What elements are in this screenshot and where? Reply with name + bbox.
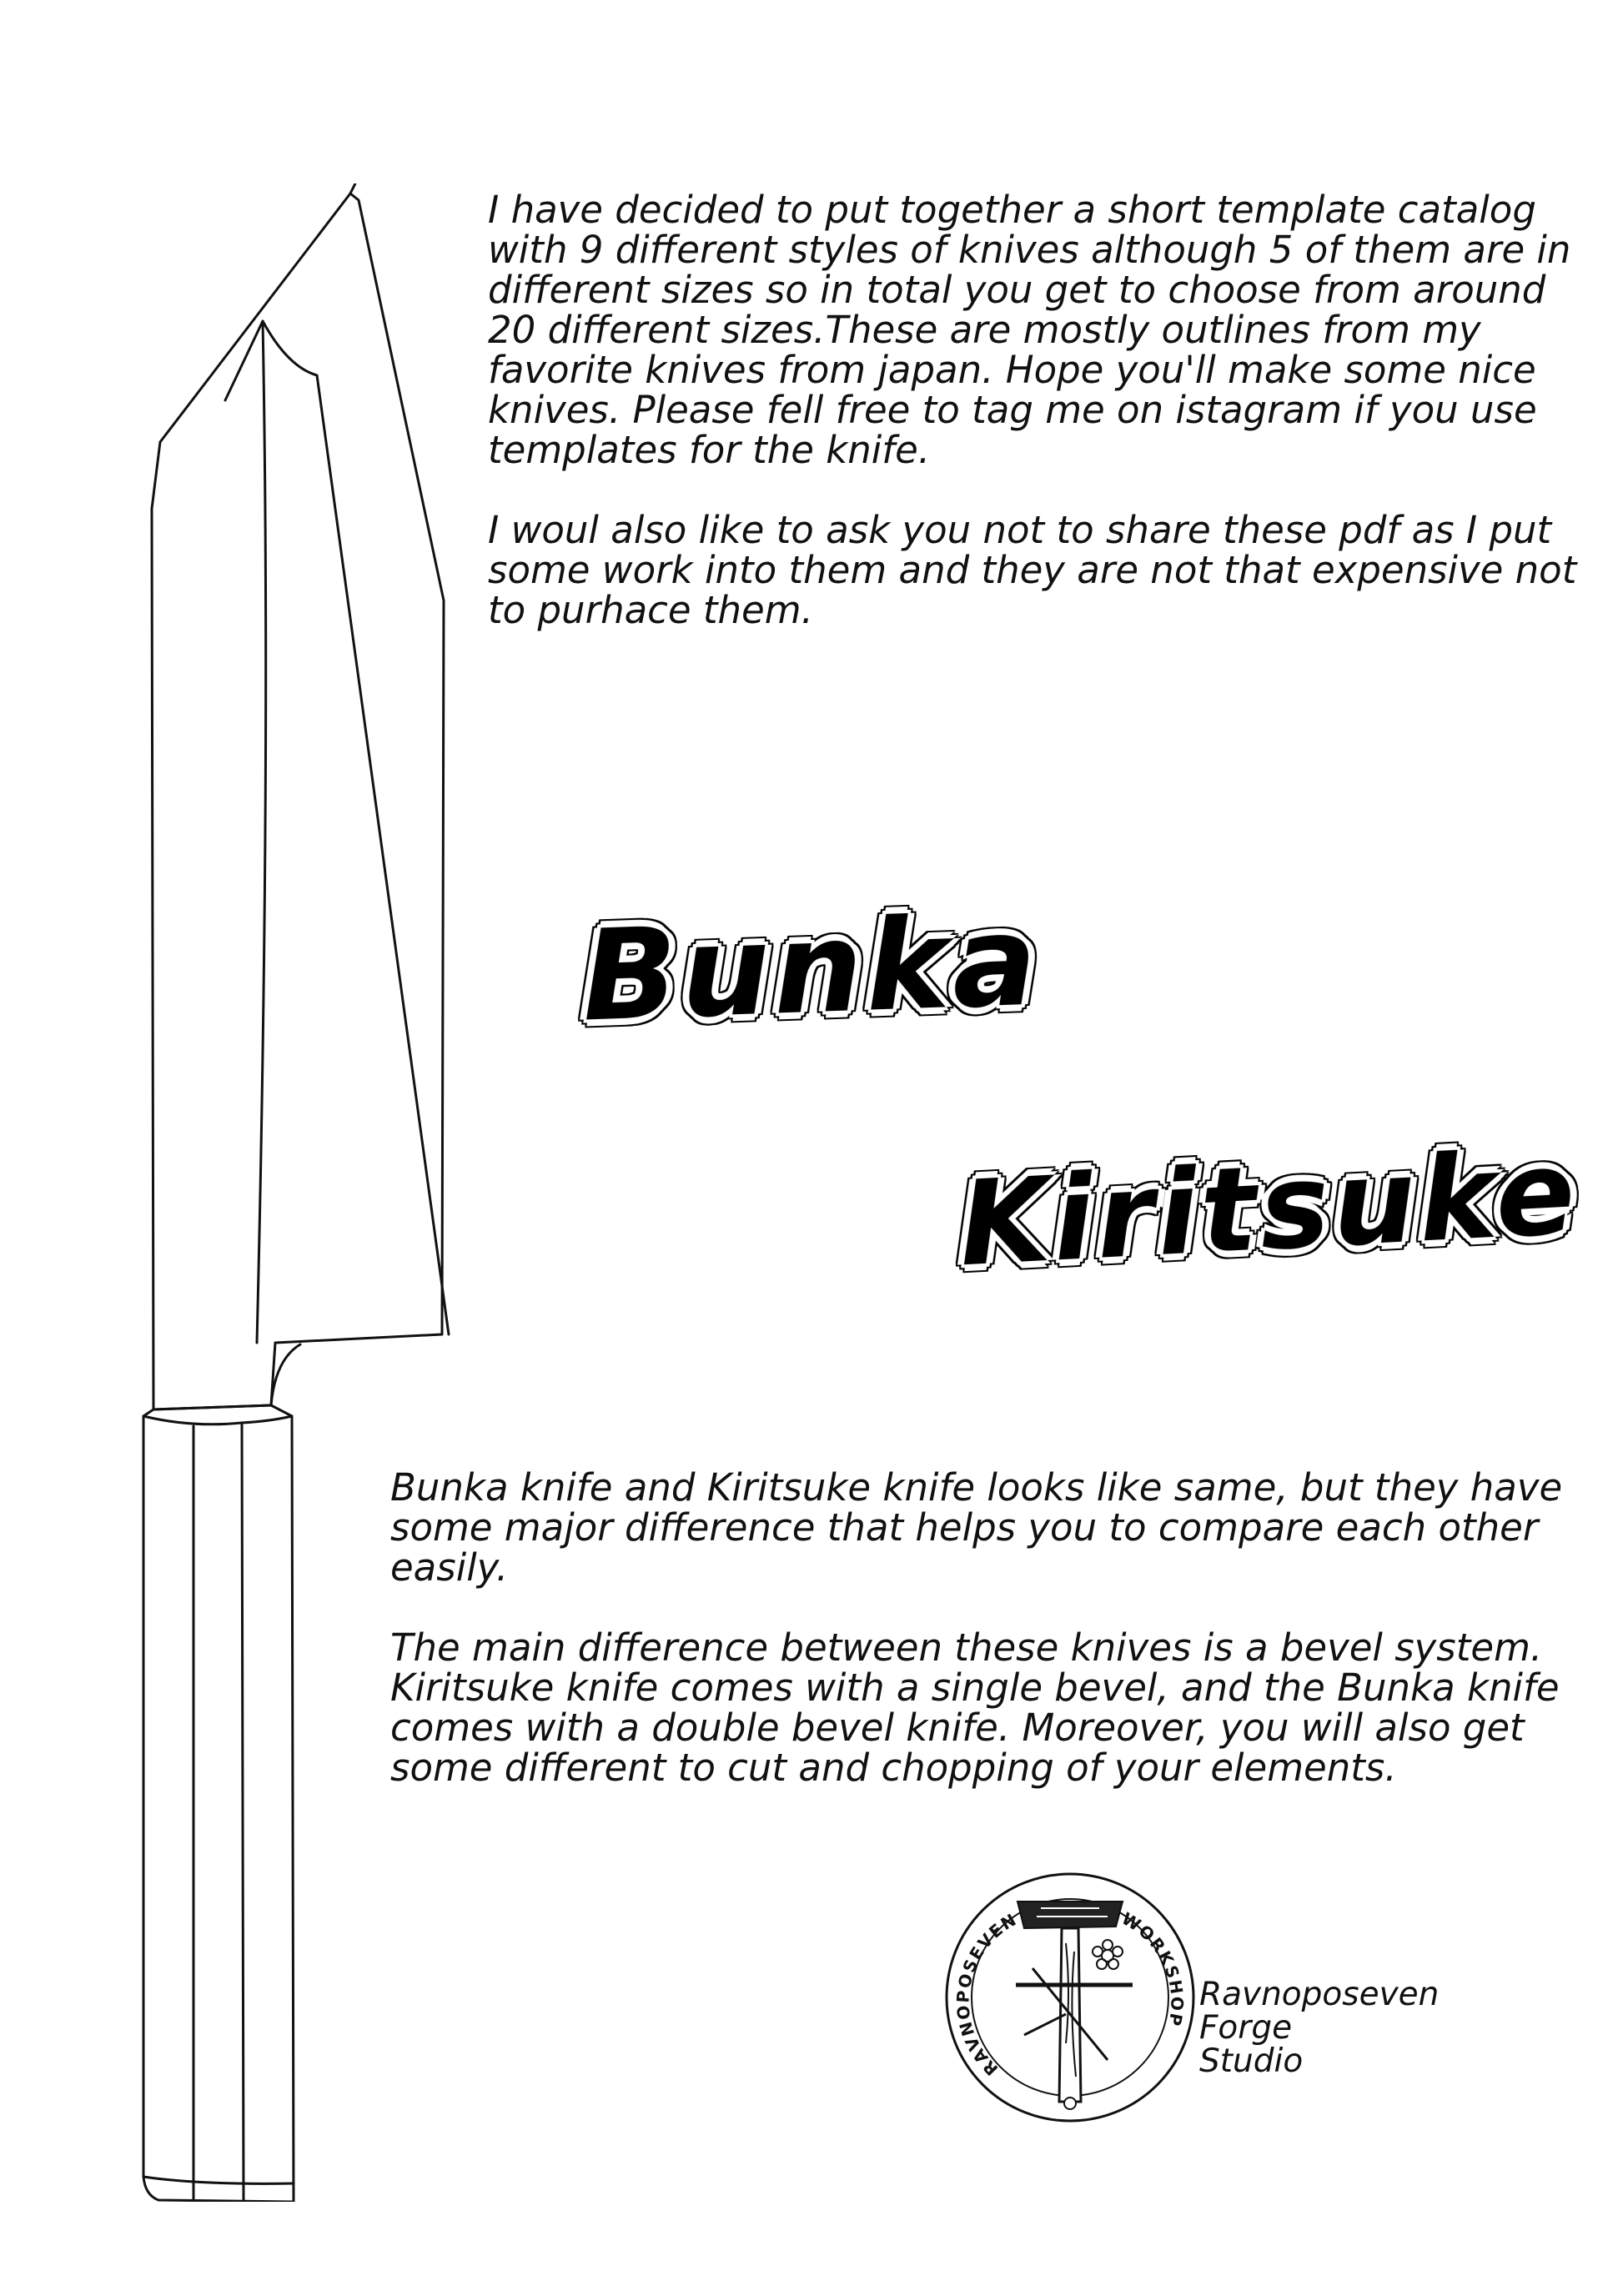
comparison-paragraph-1: Bunka knife and Kiritsuke knife looks like same, but they have some major difference that helps you to compare each other easily.	[390, 1465, 1563, 1590]
studio-signature	[1199, 1978, 1439, 2078]
comparison-text	[390, 1465, 1600, 1828]
signature-line-2: Forge	[1199, 2009, 1293, 2047]
title-kiritsuke: Kiritsuke	[956, 1124, 1582, 1294]
title-bunka: Bunka	[580, 888, 1043, 1050]
signature-line-1: Ravnoposeven	[1199, 1976, 1440, 2013]
intro-paragraph-1: I have decided to put together a short template catalog with 9 different styles of knives although 5 of them are in different sizes so in total you get to choose from around 20 different sizes.These are mostly outlines from my favorite knives from japan. Hope you'll make some nice knives. Please fell free to tag me on istagram if you use templates for the knife.	[488, 188, 1571, 472]
svg-text:WORKSHOP	[1118, 1908, 1188, 2029]
intro-paragraph-2: I woul also like to ask you not to share these pdf as I put some work into them and they are not that expensive not to purhace them.	[488, 508, 1577, 632]
knife-outline-icon	[117, 183, 467, 2202]
seal-right-text: WORKSHOP	[1118, 1908, 1188, 2029]
workshop-seal-icon	[941, 1868, 1199, 2127]
signature-line-3: Studio	[1199, 2042, 1304, 2080]
intro-text	[488, 190, 1597, 671]
comparison-paragraph-2: The main difference between these knives is a bevel system. Kiritsuke knife comes with a single bevel, and the Bunka knife comes with a double bevel knife. Moreover, you will also get some different to cut and chopping of your elements.	[390, 1625, 1560, 1790]
seal-left-text: RAVNOPOSEVEN	[952, 1908, 1021, 2080]
